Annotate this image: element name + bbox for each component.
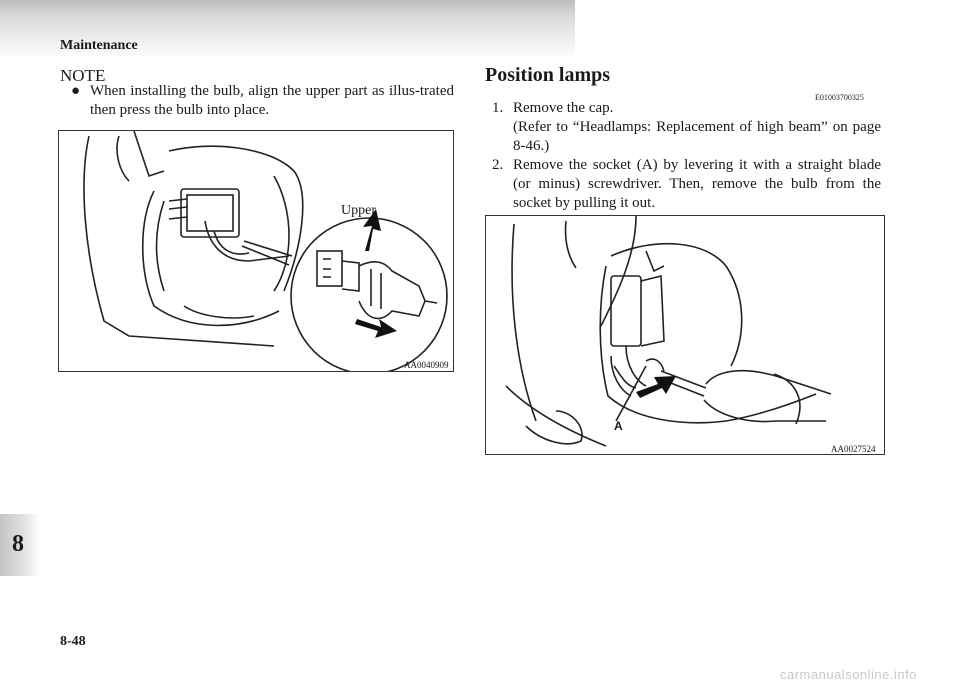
socket-removal-illustration [486, 216, 884, 454]
page-number: 8-48 [60, 634, 86, 649]
step-1-reference: (Refer to “Headlamps: Replacement of high beam” on page 8-46.) [513, 119, 881, 154]
watermark: carmanualsonline.info [780, 667, 917, 682]
step-1-text: Remove the cap. [513, 100, 614, 116]
note-text: When installing the bulb, align the upper part as illus-trated then press the bulb into place. [90, 83, 454, 118]
position-lamps-title: Position lamps [485, 64, 611, 86]
section-title: Maintenance [60, 38, 138, 53]
step-number-2: 2. [492, 157, 504, 173]
chapter-tab [0, 514, 40, 576]
step-2-text: Remove the socket (A) by levering it with a straight blade (or minus) screwdriver. Then, remove the bulb from the socket by pulling it out. [513, 157, 881, 211]
figure-socket-removal [485, 215, 885, 455]
step-number-1: 1. [492, 100, 504, 116]
label-a: A [614, 419, 623, 433]
figure-code: AA0040909 [404, 360, 449, 370]
label-upper: Upper [341, 203, 376, 218]
bullet-icon: ● [71, 83, 81, 99]
bulb-installation-illustration [59, 131, 453, 371]
position-lamps-code: E01003700325 [815, 93, 864, 102]
figure-bulb-installation [58, 130, 454, 372]
chapter-number: 8 [12, 531, 24, 557]
figure-code: AA0027524 [831, 444, 876, 454]
note-label: NOTE [60, 66, 106, 85]
